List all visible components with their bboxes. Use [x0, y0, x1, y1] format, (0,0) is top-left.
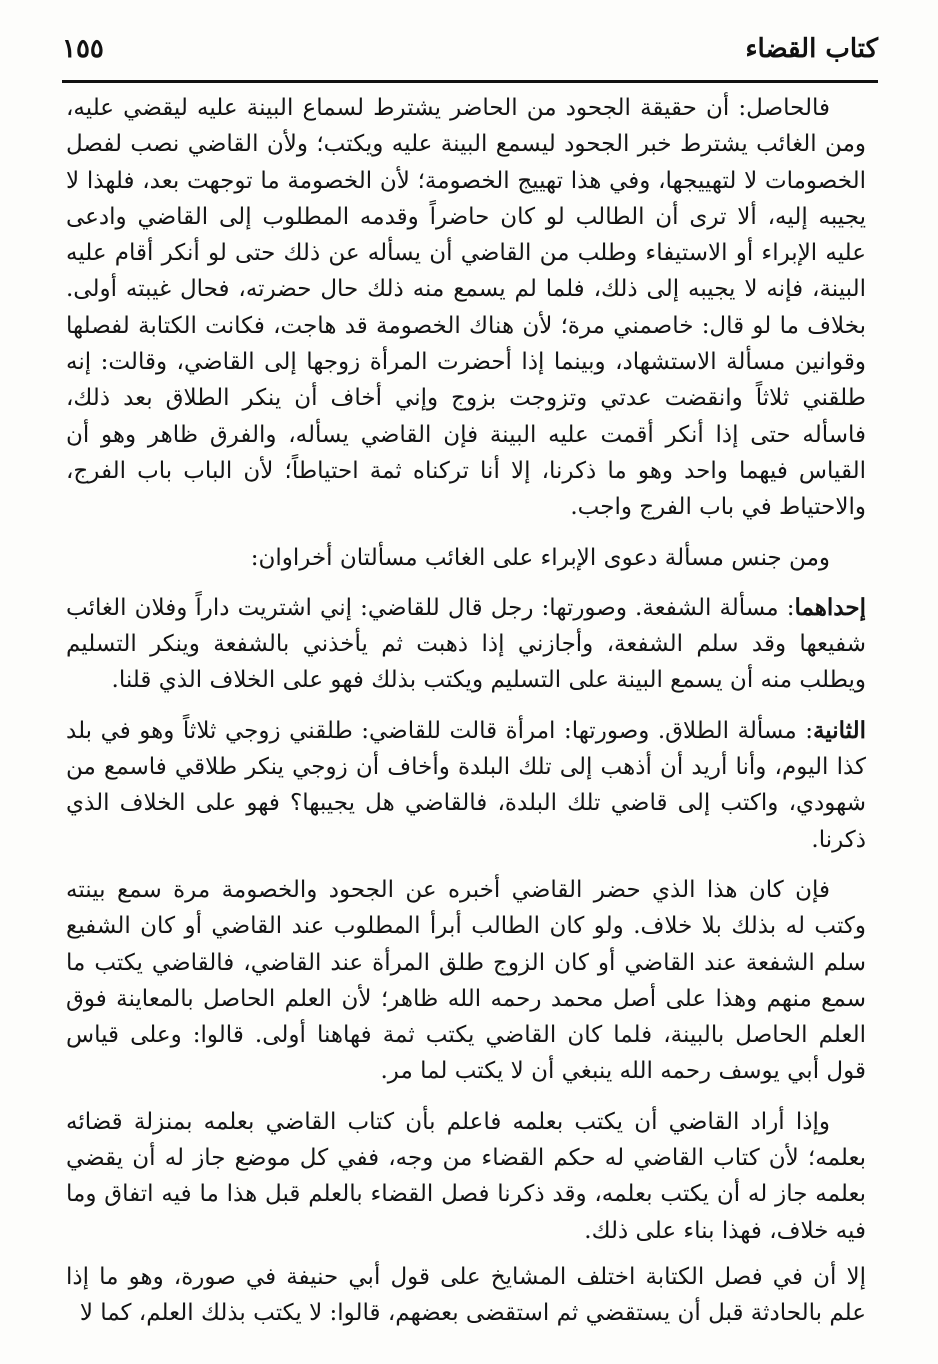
paragraph-text: إلا أن في فصل الكتابة اختلف المشايخ على قول أبي حنيفة في صورة، وهو ما إذا علم بالحادثة قبل أن يستقضي ثم استقضى بعضهم، قالوا: لا يكتب بذلك العلم، كما لا [66, 1263, 866, 1327]
paragraph-3 [66, 590, 866, 699]
running-title: كتاب القضاء [745, 34, 878, 64]
paragraph-1 [66, 90, 866, 526]
paragraph-text: : مسألة الطلاق. وصورتها: امرأة قالت للقاضي: طلقني زوجي ثلاثاً وهو في بلد كذا اليوم، وأنا أريد أن أذهب إلى تلك البلدة وأخاف أن زوجي ينكر طلاقي فاسمع من شهودي، واكتب إلى قاضي تلك البلدة، فالقاضي هل يجيبها؟ فهو على الخلاف الذي ذكرنا. [66, 717, 866, 853]
paragraph-7 [66, 1259, 866, 1332]
page-number: ١٥٥ [62, 34, 104, 64]
paragraph-4 [66, 713, 866, 858]
paragraph-5 [66, 872, 866, 1090]
paragraph-lead: الثانية [812, 716, 866, 744]
paragraph-lead: إحداهما [794, 593, 866, 621]
header-rule [62, 80, 878, 83]
paragraph-text: ومن جنس مسألة دعوى الإبراء على الغائب مسألتان أخراوان: [250, 544, 830, 571]
page-header [62, 28, 878, 72]
paragraph-2 [66, 540, 866, 576]
paragraph-6 [66, 1104, 866, 1249]
paragraph-text: وإذا أراد القاضي أن يكتب بعلمه فاعلم بأن كتاب القاضي بعلمه بمنزلة قضائه بعلمه؛ لأن كتاب القاضي له حكم القضاء من وجه، ففي كل موضع جاز له أن يقضي بعلمه جاز له أن يكتب بعلمه، وقد ذكرنا فصل القضاء بالعلم قبل هذا ما فيه اتفاق وما فيه خلاف، فهذا بناء على ذلك. [66, 1108, 866, 1244]
page-body [66, 90, 866, 1332]
paragraph-text: : مسألة الشفعة. وصورتها: رجل قال للقاضي: إني اشتريت داراً وفلان الغائب شفيعها وقد سلم الشفعة، وأجازني إذا ذهبت ثم يأخذني بالشفعة وينكر التسليم ويطلب منه أن يسمع البينة على التسليم ويكتب بذلك فهو على الخلاف الذي قلنا. [66, 594, 866, 694]
paragraph-text: فالحاصل: أن حقيقة الجحود من الحاضر يشترط لسماع البينة عليه ليقضي عليه، ومن الغائب يشترط خبر الجحود ليسمع البينة عليه ويكتب؛ ولأن القاضي نصب لفصل الخصومات لا لتهييجها، وفي هذا تهييج الخصومة؛ لأن الخصومة ما توجهت بعد، فلهذا لا يجيبه إليه، ألا ترى أن الطالب لو كان حاضراً وقدمه المطلوب إلى القاضي وادعى عليه الإبراء أو الاستيفاء وطلب من القاضي أن يسأله عن ذلك حتى لو أنكر أقام عليه البينة، فإنه لا يجيبه إلى ذلك، فلما لم يسمع منه ذلك حال حضرته، فحال غيبته أولى. بخلاف ما لو قال: خاصمني مرة؛ لأن هناك الخصومة قد هاجت، فكانت الكتابة لفصلها وقوانين مسألة الاستشهاد، وبينما إذا أحضرت المرأة زوجها إلى القاضي، وقالت: إنه طلقني ثلاثاً وانقضت عدتي وتزوجت بزوج وإني أخاف أن ينكر الطلاق بعد ذلك، فاسأله حتى إذا أنكر أقمت عليه البينة فإن القاضي يسأله، والفرق ظاهر وهو أن القياس فيهما واحد وهو ما ذكرنا، إلا أنا تركناه ثمة احتياطاً؛ لأن الباب باب الفرج، والاحتياط في باب الفرج واجب. [66, 95, 866, 521]
paragraph-text: فإن كان هذا الذي حضر القاضي أخبره عن الجحود والخصومة مرة سمع بينته وكتب له بذلك بلا خلاف. ولو كان الطالب أبرأ المطلوب عند القاضي أو كان الشفيع سلم الشفعة عند القاضي أو كان الزوج طلق المرأة عند القاضي، فالقاضي يكتب ما سمع منهم وهذا على أصل محمد رحمه الله ظاهر؛ لأن العلم الحاصل بالمعاينة فوق العلم الحاصل بالبينة، فلما كان القاضي يكتب ثمة فهاهنا أولى. قالوا: وعلى قياس قول أبي يوسف رحمه الله ينبغي أن لا يكتب لما مر. [66, 876, 866, 1085]
